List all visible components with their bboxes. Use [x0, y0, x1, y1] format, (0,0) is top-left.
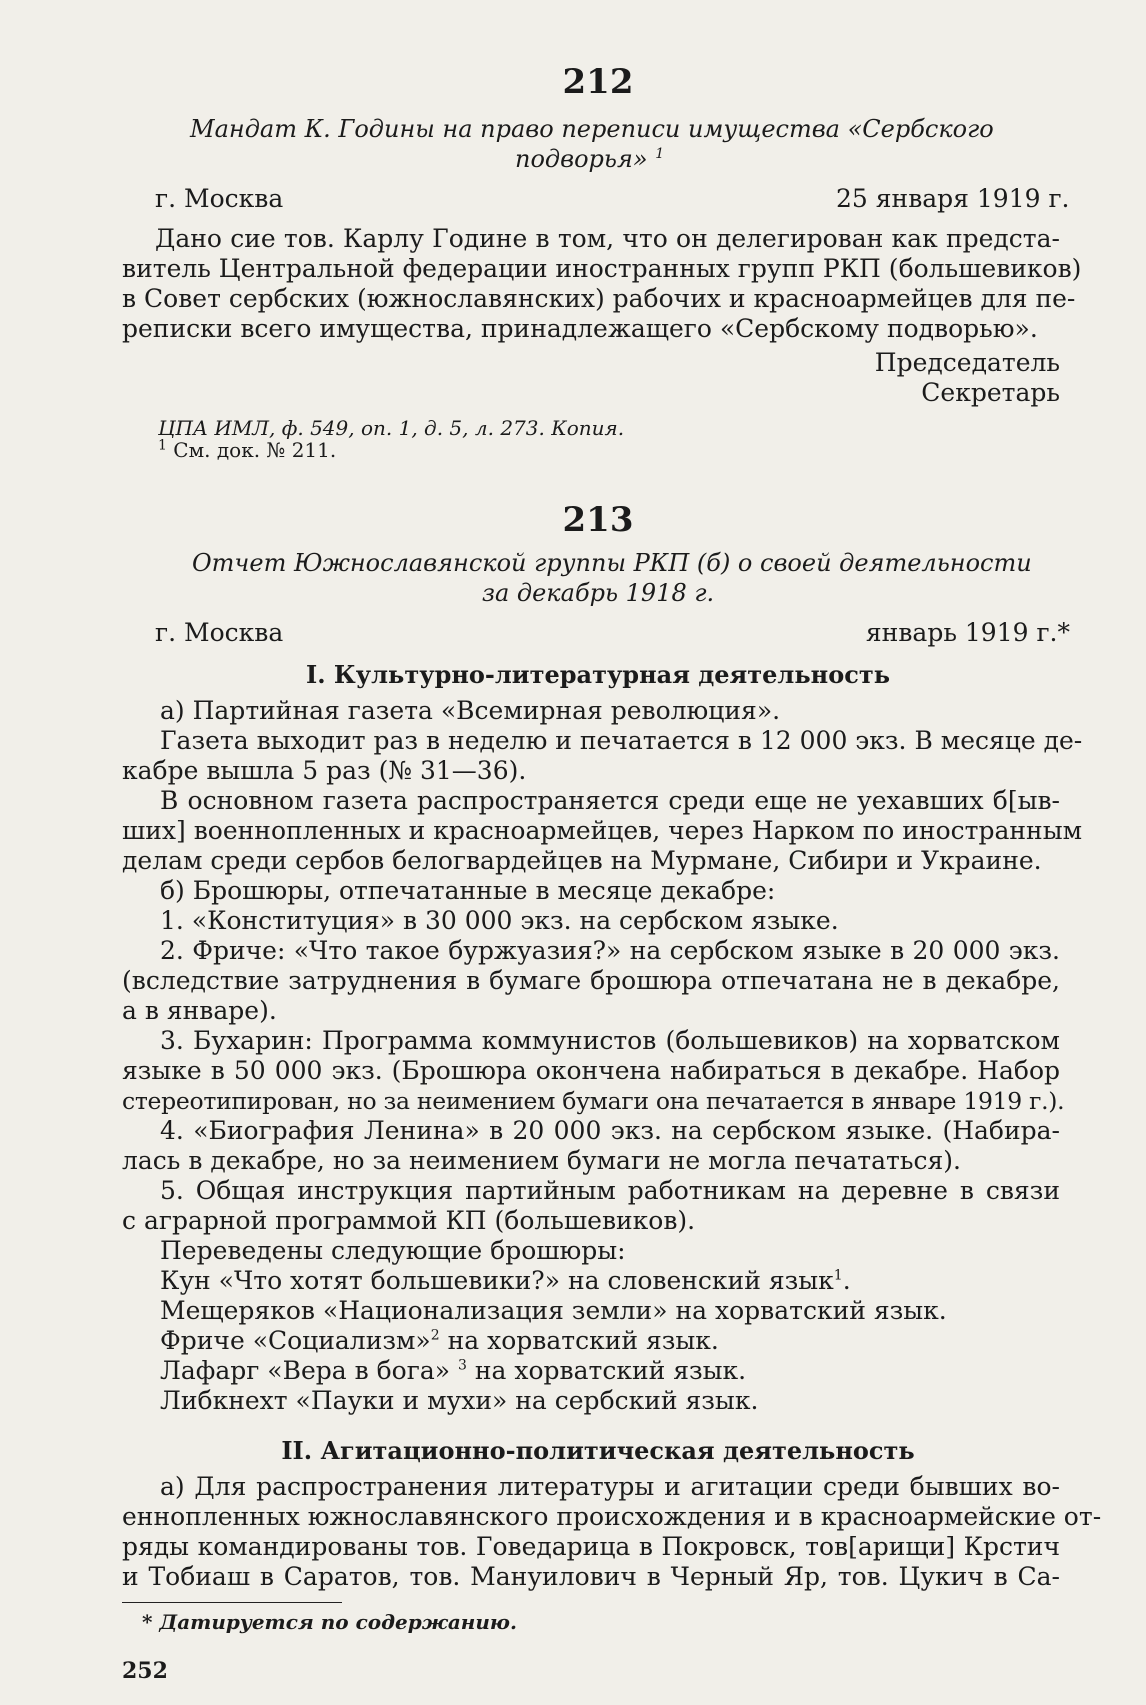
doc-213-number: 213 — [562, 500, 634, 540]
doc-213-line: и Тобиаш в Саратов, тов. Мануилович в Черный Яр, тов. Цукич в Са- — [122, 1562, 1060, 1591]
doc-213-dating-footnote: * Датируется по содержанию. — [142, 1610, 517, 1634]
doc-213-line: (вследствие затруднения в бумаге брошюра отпечатана не в декабре, — [122, 966, 1060, 995]
doc-212-title-footnote-ref: 1 — [655, 146, 665, 162]
doc-213-line: 4. «Биография Ленина» в 20 000 экз. на сербском языке. (Набира- — [160, 1116, 1060, 1145]
translation-footnote-ref: 2 — [430, 1327, 440, 1344]
doc-213-line: 2. Фриче: «Что такое буржуазия?» на сербском языке в 20 000 экз. — [160, 936, 1060, 965]
page-number: 252 — [122, 1658, 168, 1684]
doc-213-line: ряды командированы тов. Говедарица в Покровск, тов[арищи] Крстич — [122, 1532, 1060, 1561]
doc-213-line: делам среди сербов белогвардейцев на Мурмане, Сибири и Украине. — [122, 846, 1042, 875]
doc-213-line: с аграрной программой КП (большевиков). — [122, 1206, 696, 1235]
doc-213-title-line1: Отчет Южнославянской группы РКП (б) о своей деятельности — [192, 549, 1032, 577]
doc-213-line: еннопленных южнославянского происхождения и в красноармейские от- — [122, 1502, 1102, 1531]
translation-text: Лафарг «Вера в бога» — [160, 1356, 451, 1385]
doc-212-date: 25 января 1919 г. — [836, 184, 1070, 213]
doc-212-body-line: реписки всего имущества, принадлежащего «Сербскому подворью». — [122, 314, 1038, 343]
translation-text: на хорватский язык. — [474, 1356, 747, 1385]
doc-213-place: г. Москва — [155, 618, 284, 647]
doc-213-line: а) Для распространения литературы и агитации среди бывших во- — [160, 1472, 1060, 1501]
doc-213-line: 5. Общая инструкция партийным работникам на деревне в связи — [160, 1176, 1060, 1205]
translation-text: Кун «Что хотят большевики?» на словенский язык — [160, 1266, 834, 1295]
doc-212-place: г. Москва — [155, 184, 284, 213]
doc-212-footnote-mark: 1 — [158, 437, 167, 454]
translation-item — [160, 1356, 746, 1386]
doc-213-line: кабре вышла 5 раз (№ 31—36). — [122, 756, 527, 785]
doc-213-line: Переведены следующие брошюры: — [160, 1236, 626, 1265]
translation-footnote-ref: 3 — [457, 1357, 467, 1374]
doc-213-line: 3. Бухарин: Программа коммунистов (большевиков) на хорватском — [160, 1026, 1060, 1055]
doc-213-line: 1. «Конституция» в 30 000 экз. на сербском языке. — [160, 906, 839, 935]
doc-213-line: а в январе). — [122, 996, 277, 1025]
doc-212-signature-secretary: Секретарь — [921, 378, 1060, 407]
translation-footnote-ref: 1 — [833, 1267, 843, 1284]
translation-end: . — [842, 1266, 851, 1295]
translation-item: Мещеряков «Национализация земли» на хорватский язык. — [160, 1296, 947, 1325]
doc-213-line: В основном газета распространяется среди еще не уехавших б[ыв- — [160, 786, 1060, 815]
translation-text: Фриче «Социализм» — [160, 1326, 431, 1355]
doc-213-date: январь 1919 г.* — [865, 618, 1070, 647]
section-2-heading: II. Агитационно-политическая деятельность — [281, 1436, 915, 1465]
doc-213-line: б) Брошюры, отпечатанные в месяце декабре: — [160, 876, 776, 905]
doc-213-line: стереотипирован, но за неимением бумаги она печатается в январе 1919 г.). — [122, 1087, 1065, 1115]
doc-212-body-line: витель Центральной федерации иностранных групп РКП (большевиков) — [122, 254, 1082, 283]
doc-213-line: а) Партийная газета «Всемирная революция». — [160, 696, 781, 725]
doc-212-body-line: в Совет сербских (южнославянских) рабочих и красноармейцев для пе- — [122, 284, 1076, 313]
doc-212-archive-source: ЦПА ИМЛ, ф. 549, оп. 1, д. 5, л. 273. Копия. — [158, 416, 625, 440]
translation-item — [160, 1266, 851, 1296]
doc-212-title-line2 — [515, 144, 664, 174]
doc-213-title-line2: за декабрь 1918 г. — [481, 579, 715, 607]
doc-212-footnote-text: См. док. № 211. — [173, 438, 337, 462]
doc-212-footnote — [158, 438, 336, 462]
translation-item: Либкнехт «Пауки и мухи» на сербский язык. — [160, 1386, 759, 1415]
doc-212-body-line: Дано сие тов. Карлу Године в том, что он делегирован как предста- — [155, 224, 1060, 253]
doc-213-line: Газета выходит раз в неделю и печатается в 12 000 экз. В месяце де- — [160, 726, 1083, 755]
doc-213-line: лась в декабре, но за неимением бумаги не могла печататься). — [122, 1146, 961, 1175]
translation-text: на хорватский язык. — [447, 1326, 719, 1355]
doc-213-line: ших] военнопленных и красноармейцев, через Нарком по иностранным — [122, 816, 1083, 845]
doc-212-title-line2-text: подворья» — [515, 145, 648, 173]
doc-212-title-line1: Мандат К. Годины на право переписи имущества «Сербского — [190, 115, 994, 143]
doc-212-number: 212 — [562, 62, 634, 102]
doc-212-signature-chairman: Председатель — [874, 348, 1060, 377]
section-1-heading: I. Культурно-литературная деятельность — [305, 660, 890, 689]
translation-item — [160, 1326, 719, 1356]
doc-213-line: языке в 50 000 экз. (Брошюра окончена набираться в декабре. Набор — [122, 1056, 1060, 1085]
footnote-divider — [122, 1602, 342, 1603]
